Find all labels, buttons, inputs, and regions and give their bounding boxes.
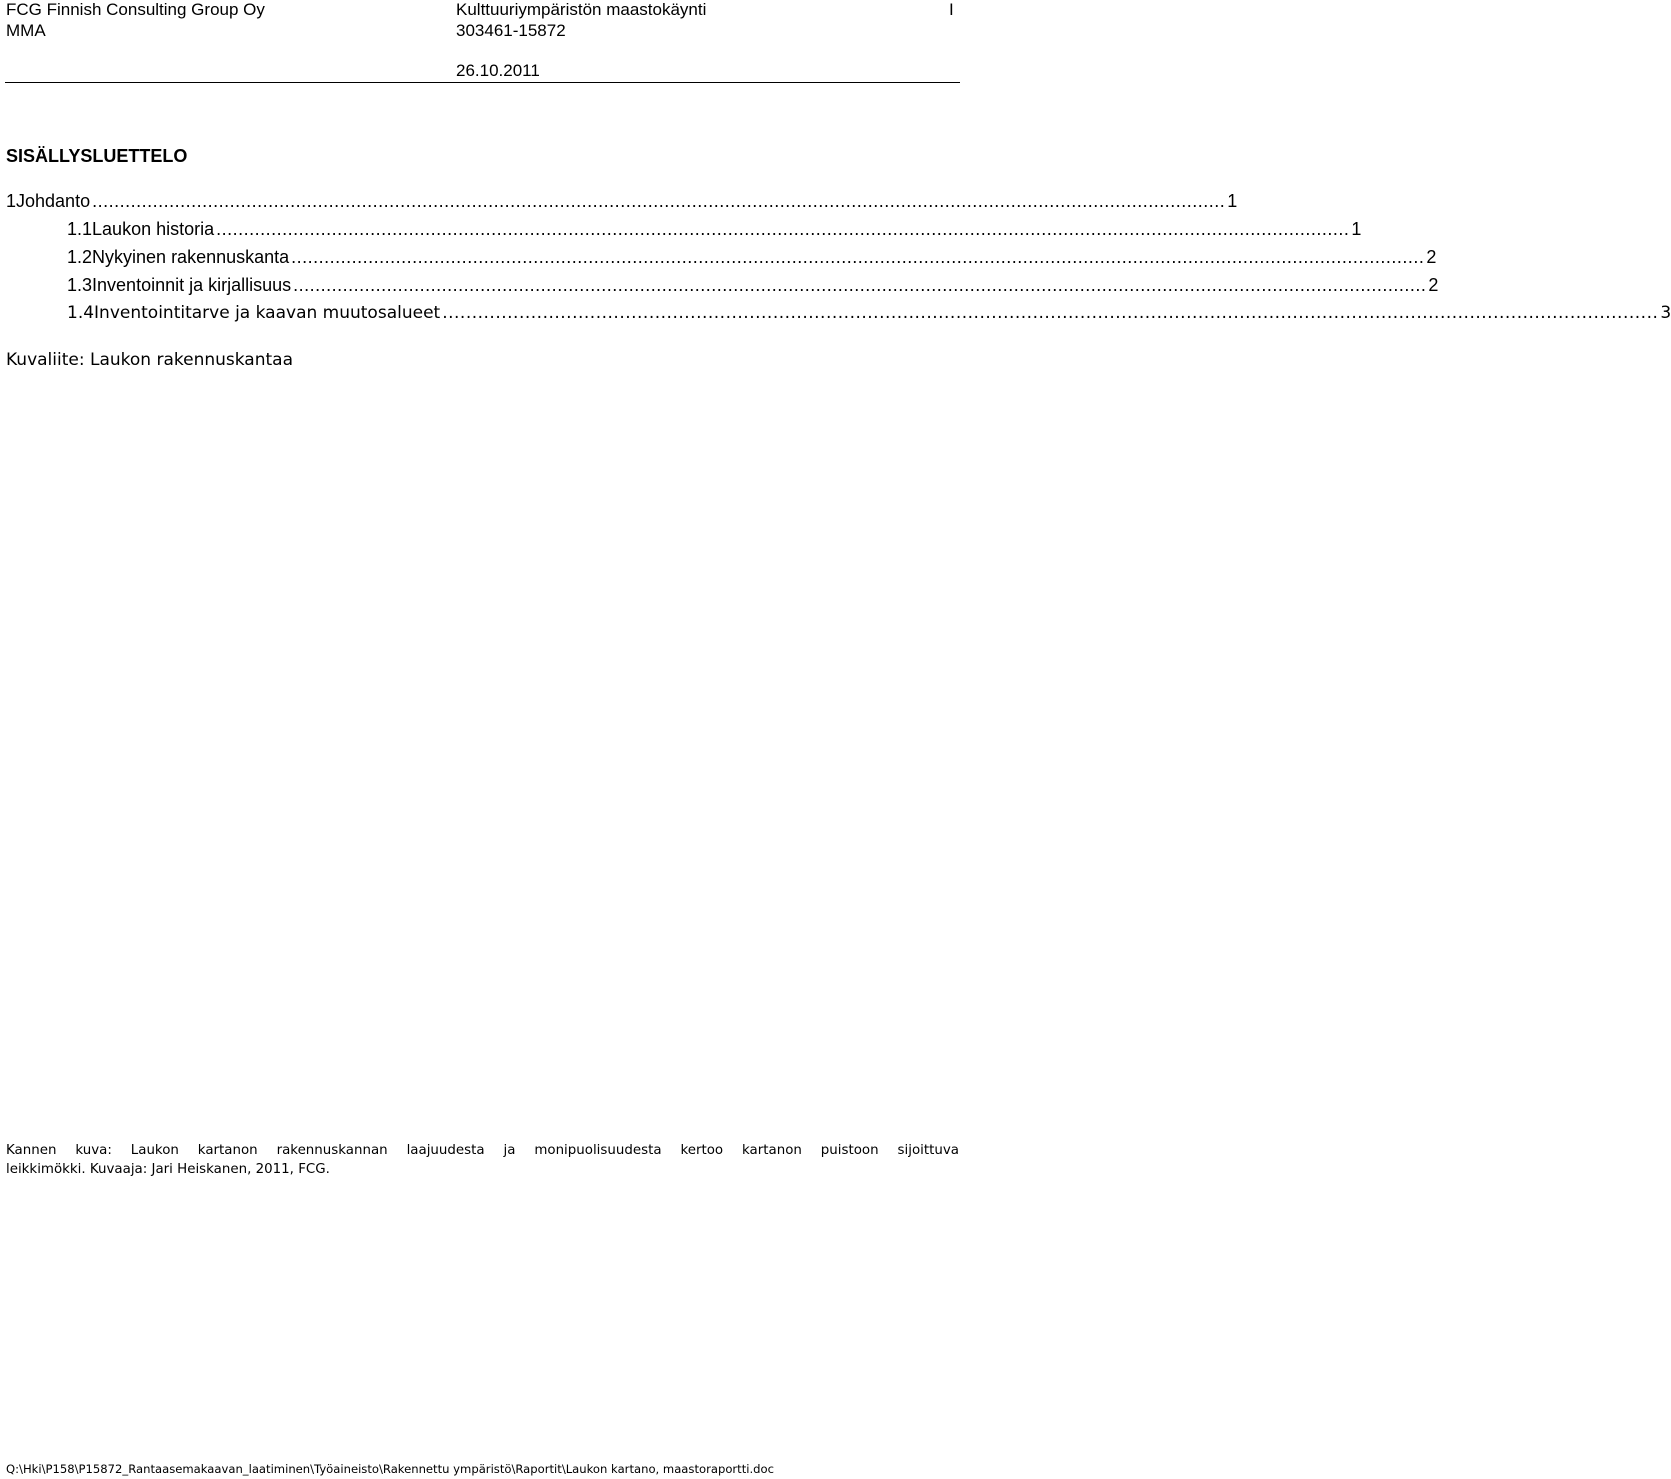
toc-entry-number: 1.2: [67, 247, 93, 267]
toc-entry[interactable]: [6, 190, 1238, 212]
header-date: 26.10.2011: [456, 61, 540, 80]
toc-leader-dots: ..............................................................................................................................................................................................................: [92, 191, 1226, 211]
toc-entry[interactable]: [6, 246, 1437, 268]
toc-entry-label: Johdanto: [16, 191, 91, 211]
header-divider: [5, 82, 960, 83]
toc-entry-label: Inventoinnit ja kirjallisuus: [92, 275, 292, 295]
header-project-number: 303461-15872: [456, 21, 566, 40]
attachment-note: Kuvaliite: Laukon rakennuskantaa: [6, 350, 293, 370]
cover-caption: [6, 1141, 959, 1179]
toc-entry-label: Nykyinen rakennuskanta: [92, 247, 290, 267]
toc-entry-number: 1: [6, 191, 17, 211]
toc-leader-dots: ..............................................................................................................................................................................................................: [442, 303, 1659, 323]
header-company: FCG Finnish Consulting Group Oy: [6, 0, 265, 19]
toc-entry[interactable]: [6, 302, 1671, 324]
toc-leader-dots: ..............................................................................................................................................................................................................: [293, 275, 1427, 295]
header-author: MMA: [6, 21, 46, 40]
toc-entry-number: 1.1: [67, 219, 93, 239]
footer-file-path: Q:\Hki\P158\P15872_Rantaasemakaavan_laatiminen\Työaineisto\Rakennettu ympäristö\Raportit\Laukon kartano, maastoraportti.doc: [6, 1462, 774, 1476]
toc-leader-dots: ..............................................................................................................................................................................................................: [216, 219, 1350, 239]
toc-entry-number: 1.4: [67, 303, 95, 323]
toc-entry-label: Laukon historia: [92, 219, 215, 239]
cover-caption-line-2: leikkimökki. Kuvaaja: Jari Heiskanen, 2011, FCG.: [6, 1162, 330, 1177]
header-doc-title: Kulttuuriympäristön maastokäynti: [456, 0, 707, 19]
cover-caption-line-1: Kannen kuva: Laukon kartanon rakennuskannan laajuudesta ja monipuolisuudesta kertoo kartanon puistoon sijoittuva: [6, 1143, 959, 1158]
toc-title: SISÄLLYSLUETTELO: [6, 146, 188, 166]
header-page-marker: I: [949, 0, 954, 19]
toc-entry-page: 2: [1426, 247, 1437, 267]
toc-entry-label: Inventointitarve ja kaavan muutosalueet: [94, 303, 441, 323]
toc-entry[interactable]: [6, 274, 1439, 296]
toc-entry-page: 1: [1351, 219, 1362, 239]
toc-entry-page: 3: [1660, 303, 1671, 323]
toc-entry[interactable]: [6, 218, 1362, 240]
toc-leader-dots: ..............................................................................................................................................................................................................: [291, 247, 1425, 267]
toc-entry-number: 1.3: [67, 275, 93, 295]
toc-entry-page: 1: [1227, 191, 1238, 211]
toc-entry-page: 2: [1428, 275, 1439, 295]
